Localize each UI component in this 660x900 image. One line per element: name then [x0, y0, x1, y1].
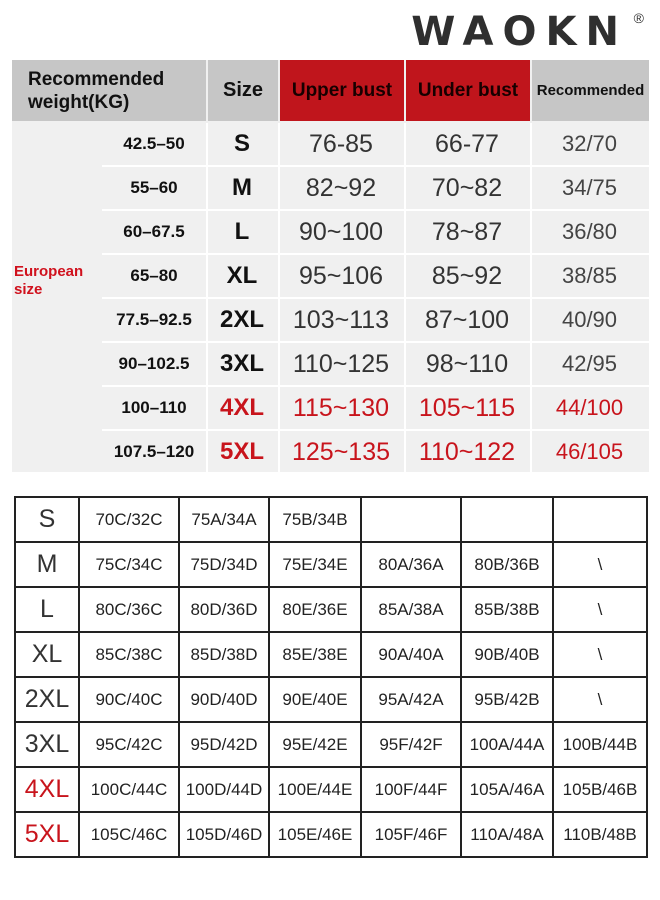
cup-size-cell: 105B/46B — [562, 779, 638, 799]
cup-size-cell: 85D/38D — [180, 633, 270, 676]
cup-size-cell: 75D/34D — [180, 543, 270, 586]
cup-size-cell: 80A/36A — [362, 543, 462, 586]
size-cell: XL — [206, 255, 280, 297]
cup-size-cell: 105F/46F — [362, 813, 462, 856]
european-size-label — [14, 263, 102, 299]
cup-size-cell: 95D/42D — [180, 723, 270, 766]
cup-size-label: S — [16, 498, 80, 541]
size-row — [102, 299, 649, 343]
under-bust-cell: 110~122 — [404, 431, 532, 473]
recommended-cell: 32/70 — [561, 131, 618, 156]
cup-size-cell: 85A/38A — [362, 588, 462, 631]
size-cell: 2XL — [206, 299, 280, 341]
recommended-cell: 44/100 — [555, 395, 624, 420]
cup-size-cell: 80E/36E — [270, 588, 362, 631]
under-bust-cell: 66-77 — [404, 123, 532, 165]
cup-size-label: 3XL — [16, 723, 80, 766]
under-bust-cell: 70~82 — [404, 167, 532, 209]
upper-bust-cell: 82~92 — [278, 167, 406, 209]
registered-mark: ® — [633, 10, 644, 26]
size-cell: 3XL — [206, 343, 280, 385]
recommended-cell: 38/85 — [561, 263, 618, 288]
cup-size-cell: 95B/42B — [462, 678, 554, 721]
under-bust-cell: 78~87 — [404, 211, 532, 253]
header-weight-line1: Recommended — [28, 68, 165, 90]
size-cell: 5XL — [206, 431, 280, 473]
cup-size-cell: 90D/40D — [180, 678, 270, 721]
weight-cell: 60–67.5 — [102, 211, 208, 253]
cup-size-cell: 80B/36B — [462, 543, 554, 586]
upper-bust-cell: 95~106 — [278, 255, 406, 297]
upper-bust-cell: 103~113 — [278, 299, 406, 341]
cup-size-cell: 95E/42E — [270, 723, 362, 766]
size-row — [102, 211, 649, 255]
cup-size-cell: 100B/44B — [562, 734, 638, 754]
cup-size-cell: 85B/38B — [462, 588, 554, 631]
size-cell: 4XL — [206, 387, 280, 429]
weight-cell: 55–60 — [102, 167, 208, 209]
upper-bust-cell: 115~130 — [278, 387, 406, 429]
cup-size-cell: 75C/34C — [80, 543, 180, 586]
weight-cell: 90–102.5 — [102, 343, 208, 385]
cup-size-cell: 105A/46A — [462, 768, 554, 811]
cup-size-label: M — [16, 543, 80, 586]
upper-bust-cell: 110~125 — [278, 343, 406, 385]
cup-size-cell: \ — [597, 554, 603, 574]
cup-size-cell: 75E/34E — [270, 543, 362, 586]
cup-size-cell: 95F/42F — [362, 723, 462, 766]
cup-row — [16, 768, 646, 813]
under-bust-cell: 87~100 — [404, 299, 532, 341]
header-under-bust: Under bust — [406, 60, 530, 121]
size-weight-table — [12, 60, 649, 472]
cup-size-cell: 70C/32C — [80, 498, 180, 541]
cup-size-cell: 95C/42C — [80, 723, 180, 766]
cup-size-cell: 90E/40E — [270, 678, 362, 721]
cup-size-cell: \ — [597, 644, 603, 664]
cup-size-cell: 100C/44C — [80, 768, 180, 811]
size-cell: M — [206, 167, 280, 209]
cup-size-cell: 85C/38C — [80, 633, 180, 676]
cup-size-cell: 100D/44D — [180, 768, 270, 811]
under-bust-cell: 105~115 — [404, 387, 532, 429]
cup-size-label: 5XL — [16, 813, 80, 856]
cup-size-cell: 105E/46E — [270, 813, 362, 856]
cup-size-cell: 90B/40B — [462, 633, 554, 676]
cup-size-cell: 105D/46D — [180, 813, 270, 856]
cup-row — [16, 543, 646, 588]
cup-size-cell: \ — [597, 599, 603, 619]
size-row — [102, 431, 649, 475]
cup-size-cell: 100F/44F — [362, 768, 462, 811]
cup-size-label: 4XL — [16, 768, 80, 811]
cup-size-cell: 75A/34A — [180, 498, 270, 541]
size-cell: S — [206, 123, 280, 165]
weight-cell: 65–80 — [102, 255, 208, 297]
cup-size-label: 2XL — [16, 678, 80, 721]
header-size: Size — [208, 60, 278, 121]
header-weight — [12, 60, 206, 121]
european-size-line2: size — [14, 281, 43, 298]
header-recommended: Recommended — [532, 60, 649, 121]
weight-cell: 107.5–120 — [102, 431, 208, 473]
cup-row — [16, 813, 646, 858]
cup-size-cell: 90C/40C — [80, 678, 180, 721]
cup-row — [16, 498, 646, 543]
upper-bust-cell: 90~100 — [278, 211, 406, 253]
recommended-cell: 42/95 — [561, 351, 618, 376]
cup-size-label: L — [16, 588, 80, 631]
size-row — [102, 343, 649, 387]
recommended-cell: 46/105 — [555, 439, 624, 464]
cup-size-cell: 100A/44A — [462, 723, 554, 766]
cup-size-cell: 110B/48B — [563, 824, 637, 844]
cup-size-cell: 100E/44E — [270, 768, 362, 811]
cup-row — [16, 588, 646, 633]
recommended-cell: 34/75 — [561, 175, 618, 200]
upper-bust-cell: 125~135 — [278, 431, 406, 473]
size-row — [102, 167, 649, 211]
cup-size-cell: 90A/40A — [362, 633, 462, 676]
under-bust-cell: 85~92 — [404, 255, 532, 297]
under-bust-cell: 98~110 — [404, 343, 532, 385]
recommended-cell: 36/80 — [561, 219, 618, 244]
upper-bust-cell: 76-85 — [278, 123, 406, 165]
recommended-cell: 40/90 — [561, 307, 618, 332]
cup-row — [16, 633, 646, 678]
cup-size-cell: 95A/42A — [362, 678, 462, 721]
weight-cell: 42.5–50 — [102, 123, 208, 165]
cup-size-cell — [554, 498, 646, 541]
weight-cell: 77.5–92.5 — [102, 299, 208, 341]
header-upper-bust: Upper bust — [280, 60, 404, 121]
cup-row — [16, 723, 646, 768]
size-row — [102, 255, 649, 299]
size-row — [102, 387, 649, 431]
size-cell: L — [206, 211, 280, 253]
cup-size-cell: 80C/36C — [80, 588, 180, 631]
size-row — [102, 123, 649, 167]
cup-size-cell: \ — [597, 689, 603, 709]
weight-cell: 100–110 — [102, 387, 208, 429]
european-size-line1: European — [14, 263, 84, 280]
cup-size-label: XL — [16, 633, 80, 676]
cup-size-cell — [362, 498, 462, 541]
cup-row — [16, 678, 646, 723]
cup-size-cell: 80D/36D — [180, 588, 270, 631]
cup-size-cell: 75B/34B — [270, 498, 362, 541]
cup-size-cell — [462, 498, 554, 541]
cup-size-table — [14, 496, 648, 858]
brand-logo: WAOKN — [411, 9, 628, 55]
cup-size-cell: 105C/46C — [80, 813, 180, 856]
header-weight-line2: weight(KG) — [28, 91, 130, 113]
cup-size-cell: 85E/38E — [270, 633, 362, 676]
cup-size-cell: 110A/48A — [462, 813, 554, 856]
